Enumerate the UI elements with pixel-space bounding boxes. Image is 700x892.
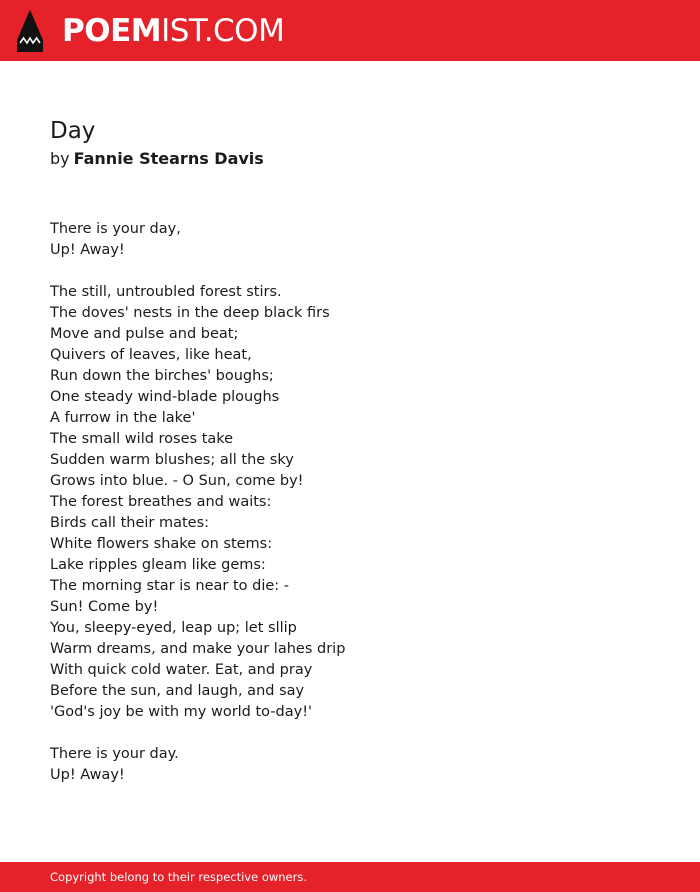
logo-bold-text: POEM <box>62 13 162 49</box>
poem-line: The morning star is near to die: - <box>50 578 290 594</box>
poem-line: The still, untroubled forest stirs. <box>50 284 282 300</box>
stanza-break <box>50 261 650 282</box>
poem-line: A furrow in the lake' <box>50 410 196 426</box>
poem-line: One steady wind-blade ploughs <box>50 389 280 405</box>
poem-body <box>50 219 650 786</box>
poem-line: 'God's joy be with my world to-day!' <box>50 704 313 720</box>
poem-line: White flowers shake on stems: <box>50 536 273 552</box>
poem-line: Before the sun, and laugh, and say <box>50 683 305 699</box>
poem-line: Sun! Come by! <box>50 599 159 615</box>
poem-line: Grows into blue. - O Sun, come by! <box>50 473 304 489</box>
site-logo[interactable] <box>62 12 284 50</box>
by-label: by <box>50 149 70 168</box>
author-name: Fannie Stearns Davis <box>73 149 264 168</box>
pencil-tip-icon[interactable] <box>17 10 43 52</box>
poem-line: The small wild roses take <box>50 431 234 447</box>
poem-line: You, sleepy-eyed, leap up; let sllip <box>50 620 297 636</box>
byline <box>50 148 264 170</box>
poem-line: The doves' nests in the deep black firs <box>50 305 330 321</box>
site-footer <box>0 862 700 892</box>
copyright-text: Copyright belong to their respective owners. <box>50 870 308 884</box>
poem-line: With quick cold water. Eat, and pray <box>50 662 313 678</box>
poem-line: Warm dreams, and make your lahes drip <box>50 641 346 657</box>
poem-line: Quivers of leaves, like heat, <box>50 347 252 363</box>
poem-line: Up! Away! <box>50 767 125 783</box>
site-header <box>0 0 700 61</box>
poem-line: Run down the birches' boughs; <box>50 368 274 384</box>
poem-line: Birds call their mates: <box>50 515 210 531</box>
poem-line: Lake ripples gleam like gems: <box>50 557 266 573</box>
poem-title: Day <box>50 118 96 144</box>
poem-line: The forest breathes and waits: <box>50 494 272 510</box>
stanza-break <box>50 723 650 744</box>
poem-line: There is your day, <box>50 221 181 237</box>
poem-line: Up! Away! <box>50 242 125 258</box>
poem-line: There is your day. <box>50 746 179 762</box>
poem-line: Sudden warm blushes; all the sky <box>50 452 294 468</box>
poem-line: Move and pulse and beat; <box>50 326 239 342</box>
logo-light-text: IST.COM <box>161 13 285 49</box>
